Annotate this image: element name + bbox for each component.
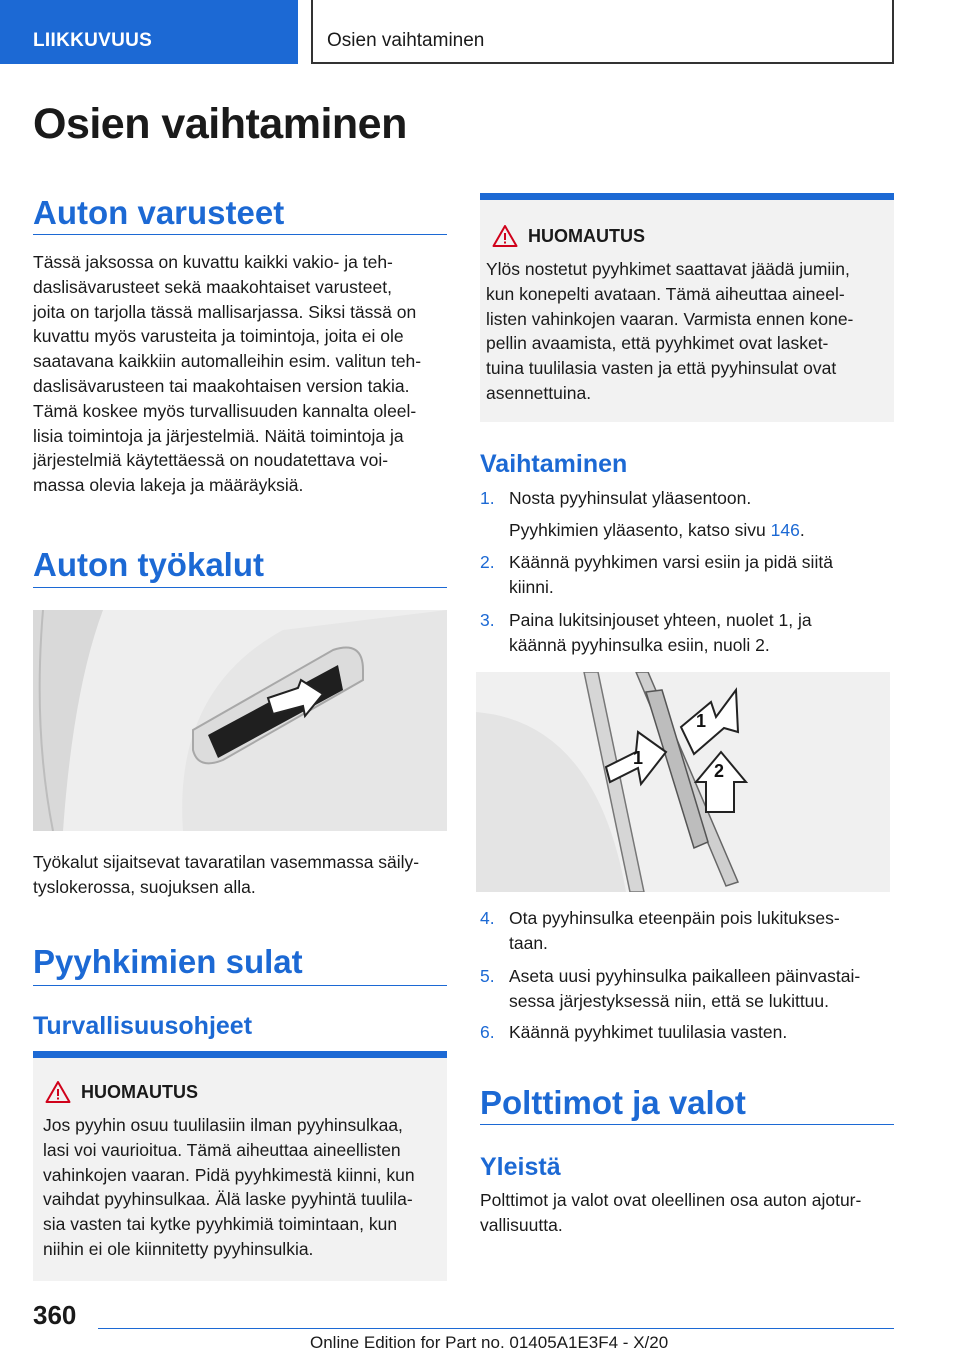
text-line: Ota pyyhinsulka eteenpäin pois lukitukses- bbox=[509, 908, 840, 928]
text-line: niihin ei ole kiinnitetty pyyhinsulkia. bbox=[43, 1238, 314, 1259]
reference-end: . bbox=[799, 520, 805, 540]
text-line: saatavana kaikkiin automalleihin esim. valitun teh- bbox=[33, 351, 422, 372]
text-line: järjestelmiä käytettäessä on noudatettava voi- bbox=[33, 450, 389, 471]
text-line: Nosta pyyhinsulat yläasentoon. bbox=[509, 488, 752, 508]
text-line: Aseta uusi pyyhinsulka paikalleen päinvastai- bbox=[509, 966, 861, 986]
text-line: Käännä pyyhkimen varsi esiin ja pidä siitä bbox=[509, 552, 833, 572]
warning-title: HUOMAUTUS bbox=[528, 226, 645, 246]
warning-text bbox=[43, 1113, 435, 1262]
text-line: käännä pyyhinsulka esiin, nuoli 2. bbox=[509, 634, 770, 655]
text-line: pellin avaamista, että pyyhkimet ovat lasket- bbox=[486, 333, 829, 354]
text-line: massa olevia lakeja ja määräyksiä. bbox=[33, 475, 304, 496]
text-line: sia vasten tai kytke pyyhkimiä toimintaan, kun bbox=[43, 1214, 398, 1235]
warning-text bbox=[486, 257, 882, 406]
warning-box bbox=[480, 193, 894, 422]
heading-polttimot-ja-valot: Polttimot ja valot bbox=[480, 1084, 746, 1121]
text-line: Paina lukitsinjouset yhteen, nuolet 1, ja bbox=[509, 610, 812, 630]
heading-rule bbox=[480, 1124, 894, 1125]
step-number: 6. bbox=[480, 1022, 495, 1042]
text-line: lasi voi vaurioitua. Tämä aiheuttaa aineellisten bbox=[43, 1139, 401, 1160]
heading-vaihtaminen: Vaihtaminen bbox=[480, 450, 628, 478]
text-line: daslisävarusteen tai maakohtaisen version takia. bbox=[33, 375, 410, 396]
page-number: 360 bbox=[33, 1300, 77, 1330]
arrow-label-1: 1 bbox=[633, 748, 644, 768]
text-line: Ylös nostetut pyyhkimet saattavat jäädä jumiin, bbox=[486, 259, 850, 279]
page-link[interactable]: 146 bbox=[770, 520, 800, 540]
heading-rule bbox=[33, 985, 447, 986]
text-line: Jos pyyhin osuu tuulilasiin ilman pyyhinsulkaa, bbox=[43, 1115, 403, 1135]
text-line: Polttimot ja valot ovat oleellinen osa auton ajotur- bbox=[480, 1190, 862, 1210]
heading-auton-varusteet: Auton varusteet bbox=[33, 194, 285, 231]
text-line: Käännä pyyhkimet tuulilasia vasten. bbox=[509, 1022, 788, 1042]
wiper-figure bbox=[476, 672, 890, 892]
step-number: 5. bbox=[480, 966, 495, 986]
footer-edition: Online Edition for Part no. 01405A1E3F4 - X/20 bbox=[310, 1333, 669, 1352]
warning-title: HUOMAUTUS bbox=[81, 1082, 198, 1102]
text-line: tuina tuulilasia vasten ja että pyyhinsulat ovat bbox=[486, 358, 837, 379]
warning-triangle-icon bbox=[492, 224, 518, 248]
text-line: Työkalut sijaitsevat tavaratilan vasemmassa säily- bbox=[33, 852, 420, 872]
reference-text: Pyyhkimien yläasento, katso sivu bbox=[509, 520, 771, 540]
text-line: daslisävarusteet sekä maakohtaiset varusteet, bbox=[33, 276, 392, 297]
section-tab-label: LIIKKUVUUS bbox=[33, 30, 153, 51]
text-line: Tässä jaksossa on kuvattu kaikki vakio- ja teh- bbox=[33, 252, 393, 272]
heading-turvallisuusohjeet: Turvallisuusohjeet bbox=[33, 1012, 253, 1040]
text-line: vaihdat pyyhinsulkaa. Älä laske pyyhintä tuulila- bbox=[43, 1189, 413, 1210]
step-number: 2. bbox=[480, 552, 495, 572]
text-line: kuvattu myös varusteita ja toimintoja, joita ei ole bbox=[33, 326, 404, 347]
section-tab bbox=[0, 0, 298, 64]
text-line: sessa järjestyksessä niin, että se lukittuu. bbox=[509, 990, 830, 1011]
heading-pyyhkimien-sulat: Pyyhkimien sulat bbox=[33, 943, 303, 980]
warning-triangle-icon bbox=[45, 1080, 71, 1104]
warning-box bbox=[33, 1051, 447, 1281]
text-line: taan. bbox=[509, 932, 548, 953]
text-line: vallisuutta. bbox=[480, 1214, 563, 1235]
breadcrumb-label: Osien vaihtaminen bbox=[327, 30, 485, 51]
breadcrumb bbox=[311, 0, 894, 64]
heading-rule bbox=[33, 587, 447, 588]
step-number: 4. bbox=[480, 908, 495, 928]
paragraph-yleista bbox=[480, 1188, 900, 1238]
heading-rule bbox=[33, 234, 447, 235]
paragraph-varusteet bbox=[33, 250, 453, 498]
footer-rule bbox=[98, 1328, 894, 1329]
text-line: asennettuina. bbox=[486, 382, 592, 403]
text-line: kun konepelti avataan. Tämä aiheuttaa aineel- bbox=[486, 283, 845, 304]
step-1-reference bbox=[509, 518, 805, 543]
text-line: tyslokerossa, suojuksen alla. bbox=[33, 876, 256, 897]
step-number: 1. bbox=[480, 488, 495, 508]
tool-compartment-photo bbox=[33, 610, 447, 831]
text-line: lisia toimintoja ja järjestelmiä. Näitä toimintoja ja bbox=[33, 425, 404, 446]
text-line: listen vahinkojen vaaran. Varmista ennen kone- bbox=[486, 308, 854, 329]
page-title: Osien vaihtaminen bbox=[33, 100, 407, 148]
arrow-label-2: 2 bbox=[714, 761, 725, 781]
text-line: vahinkojen vaaran. Pidä pyyhkimestä kiinni, kun bbox=[43, 1164, 415, 1185]
tool-compartment-illustration bbox=[33, 610, 447, 831]
step-number: 3. bbox=[480, 610, 495, 630]
text-line: kiinni. bbox=[509, 576, 554, 597]
wiper-illustration bbox=[476, 672, 890, 892]
text-line: joita on tarjolla tässä mallisarjassa. Siksi tässä on bbox=[33, 301, 417, 322]
arrow-label-1: 1 bbox=[696, 711, 707, 731]
paragraph-tyokalut bbox=[33, 850, 453, 900]
heading-auton-tyokalut: Auton työkalut bbox=[33, 546, 264, 583]
text-line: Tämä koskee myös turvallisuuden kannalta oleel- bbox=[33, 400, 417, 421]
heading-yleista: Yleistä bbox=[480, 1153, 561, 1181]
